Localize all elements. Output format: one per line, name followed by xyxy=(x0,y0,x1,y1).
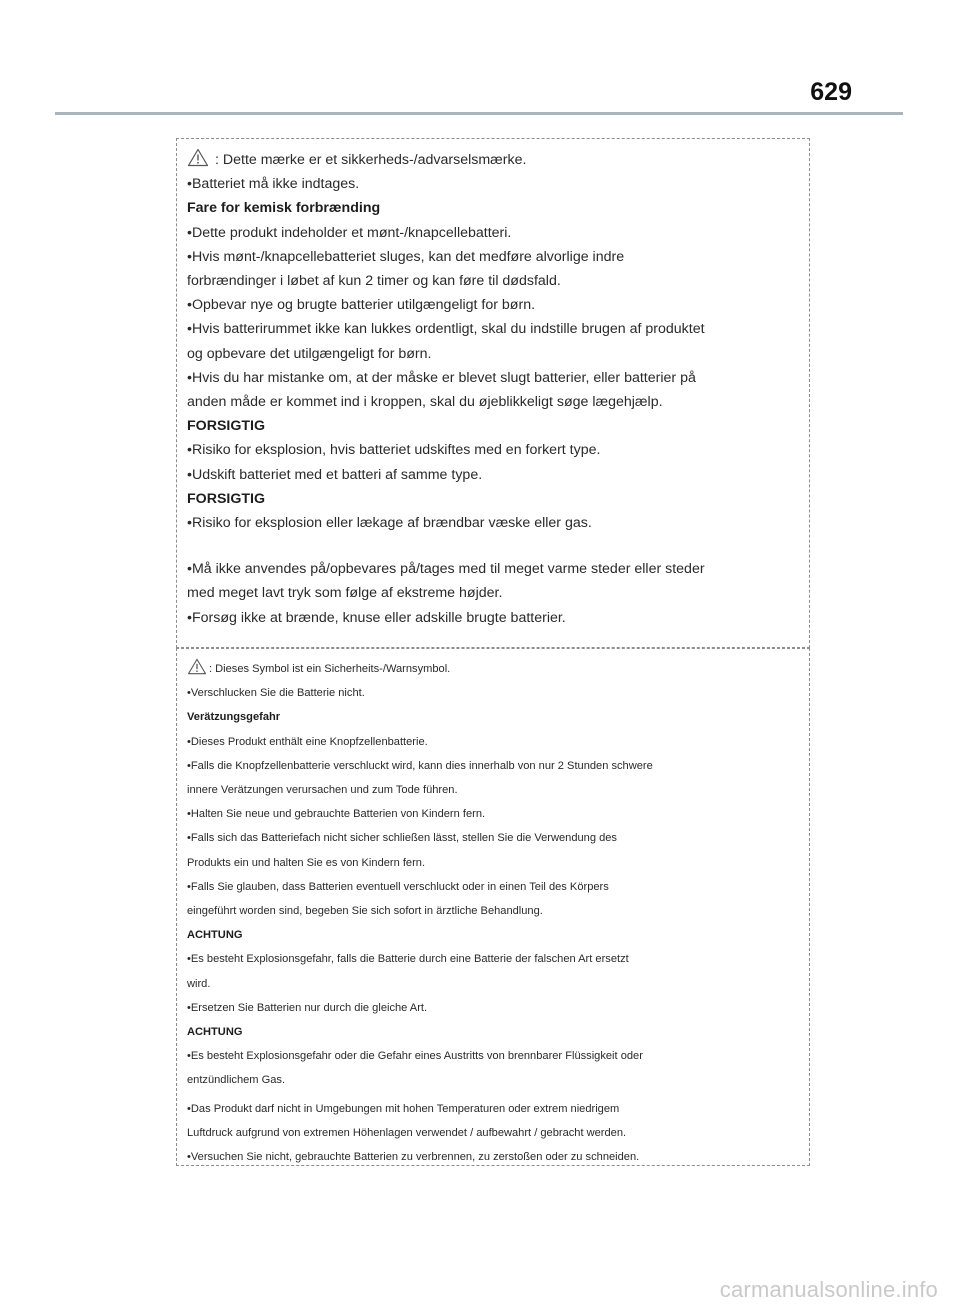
header-divider xyxy=(55,112,903,115)
section-heading: FORSIGTIG xyxy=(187,490,266,507)
section-heading: Fare for kemisk forbrænding xyxy=(187,200,381,217)
text-line: Produkts ein und halten Sie es von Kindern fern. xyxy=(187,856,426,869)
text-line: •Hvis batterirummet ikke kan lukkes ordentligt, skal du indstille brugen af produktet xyxy=(187,321,705,338)
text-line: anden måde er kommet ind i kroppen, skal du øjeblikkeligt søge lægehjælp. xyxy=(187,394,663,411)
section-heading: FORSIGTIG xyxy=(187,418,266,435)
text-line: innere Verätzungen verursachen und zum Tode führen. xyxy=(187,784,458,797)
text-line: og opbevare det utilgængeligt for børn. xyxy=(187,345,432,362)
text-line: •Falls die Knopfzellenbatterie verschluckt wird, kann dies innerhalb von nur 2 Stunden schwere xyxy=(187,759,653,772)
text-line: •Es besteht Explosionsgefahr, falls die Batterie durch eine Batterie der falschen Art ersetzt xyxy=(187,953,629,966)
text-line: •Falls sich das Batteriefach nicht sicher schließen lässt, stellen Sie die Verwendung des xyxy=(187,832,617,845)
text-line: •Verschlucken Sie die Batterie nicht. xyxy=(187,687,365,700)
danish-symbol-line xyxy=(187,148,801,172)
german-symbol-text: : Dieses Symbol ist ein Sicherheits-/Warnsymbol. xyxy=(209,663,451,675)
section-heading: ACHTUNG xyxy=(187,929,243,942)
text-line: •Falls Sie glauben, dass Batterien eventuell verschluckt oder in einen Teil des Körpers xyxy=(187,880,609,893)
text-line: forbrændinger i løbet af kun 2 timer og kan føre til dødsfald. xyxy=(187,273,561,290)
text-line: •Ersetzen Sie Batterien nur durch die gleiche Art. xyxy=(187,1001,428,1014)
text-line: wird. xyxy=(187,977,211,990)
text-line: •Må ikke anvendes på/opbevares på/tages med til meget varme steder eller steder xyxy=(187,561,705,578)
danish-warning-box xyxy=(176,138,810,648)
text-line: •Risiko for eksplosion eller lækage af brændbar væske eller gas. xyxy=(187,515,592,532)
text-line: eingeführt worden sind, begeben Sie sich sofort in ärztliche Behandlung. xyxy=(187,905,543,918)
text-line: •Dette produkt indeholder et mønt-/knapcellebatteri. xyxy=(187,224,512,241)
german-symbol-line xyxy=(187,657,801,681)
danish-text-lines xyxy=(187,172,801,630)
text-line: •Batteriet må ikke indtages. xyxy=(187,176,360,193)
warning-triangle-icon xyxy=(187,658,203,680)
watermark: carmanualsonline.info xyxy=(719,1277,938,1302)
section-heading: Verätzungsgefahr xyxy=(187,711,281,724)
text-line: •Opbevar nye og brugte batterier utilgængeligt for børn. xyxy=(187,297,536,314)
text-line: •Halten Sie neue und gebrauchte Batterien von Kindern fern. xyxy=(187,808,486,821)
text-line: •Risiko for eksplosion, hvis batteriet udskiftes med en forkert type. xyxy=(187,442,601,459)
page-number: 629 xyxy=(810,78,852,106)
text-line: •Hvis mønt-/knapcellebatteriet sluges, kan det medføre alvorlige indre xyxy=(187,248,625,265)
danish-symbol-text: : Dette mærke er et sikkerheds-/advarselsmærke. xyxy=(215,152,527,168)
text-line: •Forsøg ikke at brænde, knuse eller adskille brugte batterier. xyxy=(187,609,566,626)
text-line: Luftdruck aufgrund von extremen Höhenlagen verwendet / aufbewahrt / gebracht werden. xyxy=(187,1126,627,1139)
german-warning-box xyxy=(176,648,810,1166)
text-line: •Dieses Produkt enthält eine Knopfzellenbatterie. xyxy=(187,735,428,748)
text-line: •Versuchen Sie nicht, gebrauchte Batterien zu verbrennen, zu zerstoßen oder zu schneiden. xyxy=(187,1151,640,1164)
text-line: •Hvis du har mistanke om, at der måske er blevet slugt batterier, eller batterier på xyxy=(187,369,696,386)
spacer xyxy=(187,535,801,557)
text-line: •Das Produkt darf nicht in Umgebungen mit hohen Temperaturen oder extrem niedrigem xyxy=(187,1102,620,1115)
warning-triangle-icon xyxy=(187,148,209,172)
section-heading: ACHTUNG xyxy=(187,1026,243,1039)
german-text-lines xyxy=(187,681,801,1169)
text-line: •Es besteht Explosionsgefahr oder die Gefahr eines Austritts von brennbarer Flüssigkeit oder xyxy=(187,1050,643,1063)
text-line: •Udskift batteriet med et batteri af samme type. xyxy=(187,466,483,483)
text-line: entzündlichem Gas. xyxy=(187,1074,286,1087)
text-line: med meget lavt tryk som følge af ekstreme højder. xyxy=(187,585,503,602)
